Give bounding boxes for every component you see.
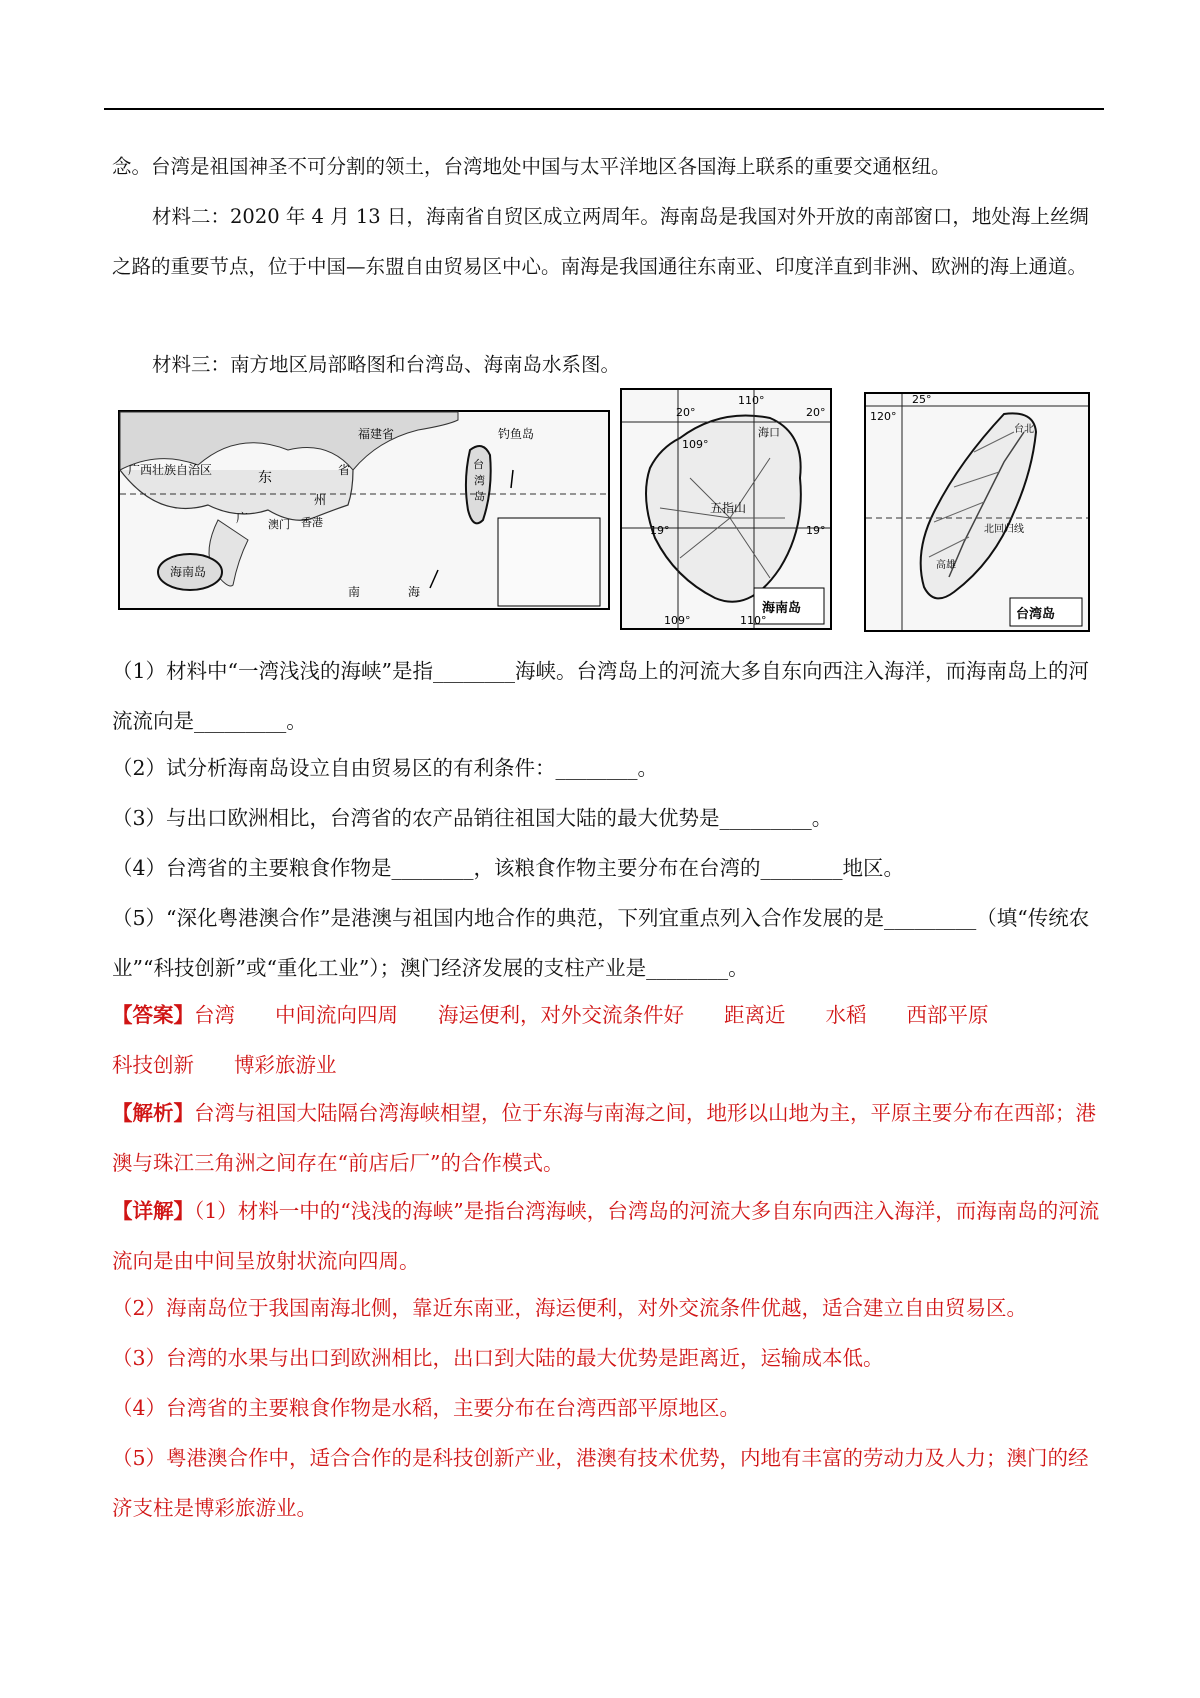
map3-label-25: 25° bbox=[912, 393, 932, 406]
question-5: （5）“深化粤港澳合作”是港澳与祖国内地合作的典范，下列宜重点列入合作发展的是_________（填“传统农业”“科技创新”或“重化工业”）；澳门经济发展的支柱产业是________。 bbox=[112, 906, 1090, 980]
map1-label-guang: 广 bbox=[236, 511, 249, 525]
map3-label-taipei: 台北 bbox=[1014, 424, 1034, 435]
answer-item-7: 科技创新 bbox=[112, 1053, 194, 1077]
answer-item-1: 台湾 bbox=[194, 1003, 235, 1027]
maps-figure bbox=[118, 388, 1098, 638]
answer-item-4: 距离近 bbox=[724, 1003, 786, 1027]
map2-label-haikou: 海口 bbox=[758, 426, 780, 439]
detail-tag: 【详解】 bbox=[112, 1199, 194, 1223]
analysis-text: 台湾与祖国大陆隔台湾海峡相望，位于东海与南海之间，地形以山地为主，平原主要分布在西部；港澳与珠江三角洲之间存在“前店后厂”的合作模式。 bbox=[112, 1101, 1096, 1175]
hainan-map bbox=[620, 388, 832, 630]
detail-p5: （5）粤港澳合作中，适合合作的是科技创新产业，港澳有技术优势，内地有丰富的劳动力及人力；澳门的经济支柱是博彩旅游业。 bbox=[112, 1446, 1089, 1520]
analysis-tag: 【解析】 bbox=[112, 1101, 194, 1125]
map1-label-zhou: 州 bbox=[314, 493, 327, 507]
map2-label-109-left: 109° bbox=[682, 438, 709, 451]
map1-label-tai: 台 bbox=[473, 458, 484, 471]
map2-label-110-top: 110° bbox=[738, 394, 765, 407]
map3-caption: 台湾岛 bbox=[1016, 607, 1056, 622]
map1-label-macau: 澳门 bbox=[268, 518, 290, 531]
map1-label-hainan: 海南岛 bbox=[170, 565, 207, 579]
answer-block bbox=[112, 990, 1102, 1090]
answer-item-8: 博彩旅游业 bbox=[234, 1053, 337, 1077]
south-china-map bbox=[118, 410, 610, 610]
map3-label-tropic: 北回归线 bbox=[984, 524, 1024, 535]
answer-item-2: 中间流向四周 bbox=[275, 1003, 398, 1027]
map1-label-dong: 东 bbox=[258, 470, 272, 486]
question-1: （1）材料中“一湾浅浅的海峡”是指________海峡。台湾岛上的河流大多自东向西注入海洋，而海南岛上的河流流向是_________。 bbox=[112, 659, 1090, 733]
map2-label-20-right: 20° bbox=[806, 406, 826, 419]
map2-label-19-right: 19° bbox=[806, 524, 826, 537]
answer-tag: 【答案】 bbox=[112, 1003, 194, 1027]
answer-item-3: 海运便利，对外交流条件好 bbox=[438, 1003, 684, 1027]
analysis-block bbox=[112, 1088, 1102, 1188]
detail-block-1 bbox=[112, 1186, 1102, 1286]
detail-p1: （1）材料一中的“浅浅的海峡”是指台湾海峡，台湾岛的河流大多自东向西注入海洋，而海南岛的河流流向是由中间呈放射状流向四周。 bbox=[112, 1199, 1100, 1273]
header-rule bbox=[104, 108, 1104, 110]
map2-caption: 海南岛 bbox=[762, 601, 802, 616]
map1-label-dao: 岛 bbox=[474, 490, 485, 503]
map1-label-hai: 海 bbox=[408, 585, 421, 599]
taiwan-map bbox=[864, 392, 1090, 632]
question-3: （3）与出口欧洲相比，台湾省的农产品销往祖国大陆的最大优势是_________。 bbox=[112, 806, 833, 830]
map1-label-diaoyu: 钓鱼岛 bbox=[498, 427, 535, 441]
map2-label-wuzhishan: 五指山 bbox=[710, 501, 747, 515]
map1-label-wan: 湾 bbox=[474, 474, 485, 487]
detail-p4: （4）台湾省的主要粮食作物是水稻，主要分布在台湾西部平原地区。 bbox=[112, 1396, 741, 1420]
map3-label-120: 120° bbox=[870, 410, 897, 423]
map1-label-fujian: 福建省 bbox=[358, 427, 395, 441]
detail-p2: （2）海南岛位于我国南海北侧，靠近东南亚，海运便利，对外交流条件优越，适合建立自由贸易区。 bbox=[112, 1296, 1028, 1320]
map1-label-sheng: 省 bbox=[338, 463, 351, 477]
map1-label-hongkong: 香港 bbox=[301, 516, 323, 529]
answer-item-5: 水稻 bbox=[825, 1003, 867, 1027]
map2-label-109-bottom: 109° bbox=[664, 614, 691, 627]
map2-label-110-bottom: 110° bbox=[740, 614, 767, 627]
map2-label-19-left: 19° bbox=[650, 524, 670, 537]
answer-item-6: 西部平原 bbox=[906, 1003, 989, 1027]
map1-label-nan: 南 bbox=[348, 585, 361, 599]
detail-p3: （3）台湾的水果与出口到欧洲相比，出口到大陆的最大优势是距离近，运输成本低。 bbox=[112, 1346, 884, 1370]
material1-tail: 念。台湾是祖国神圣不可分割的领土，台湾地处中国与太平洋地区各国海上联系的重要交通枢纽。 bbox=[112, 155, 951, 178]
map3-label-kaohsiung: 高雄 bbox=[936, 560, 956, 571]
map1-label-guangxi: 广西壮族自治区 bbox=[128, 463, 213, 477]
question-4: （4）台湾省的主要粮食作物是________，该粮食作物主要分布在台湾的________地区。 bbox=[112, 856, 905, 880]
map2-label-20-left: 20° bbox=[676, 406, 696, 419]
material3: 材料三：南方地区局部略图和台湾岛、海南岛水系图。 bbox=[152, 353, 621, 376]
question-2: （2）试分析海南岛设立自由贸易区的有利条件：________。 bbox=[112, 756, 659, 780]
material2: 材料二：2020 年 4 月 13 日，海南省自贸区成立两周年。海南岛是我国对外开放的南部窗口，地处海上丝绸之路的重要节点，位于中国—东盟自由贸易区中心。南海是我国通往东南亚、印度洋直到非洲、欧洲的海上通道。 bbox=[112, 205, 1089, 278]
